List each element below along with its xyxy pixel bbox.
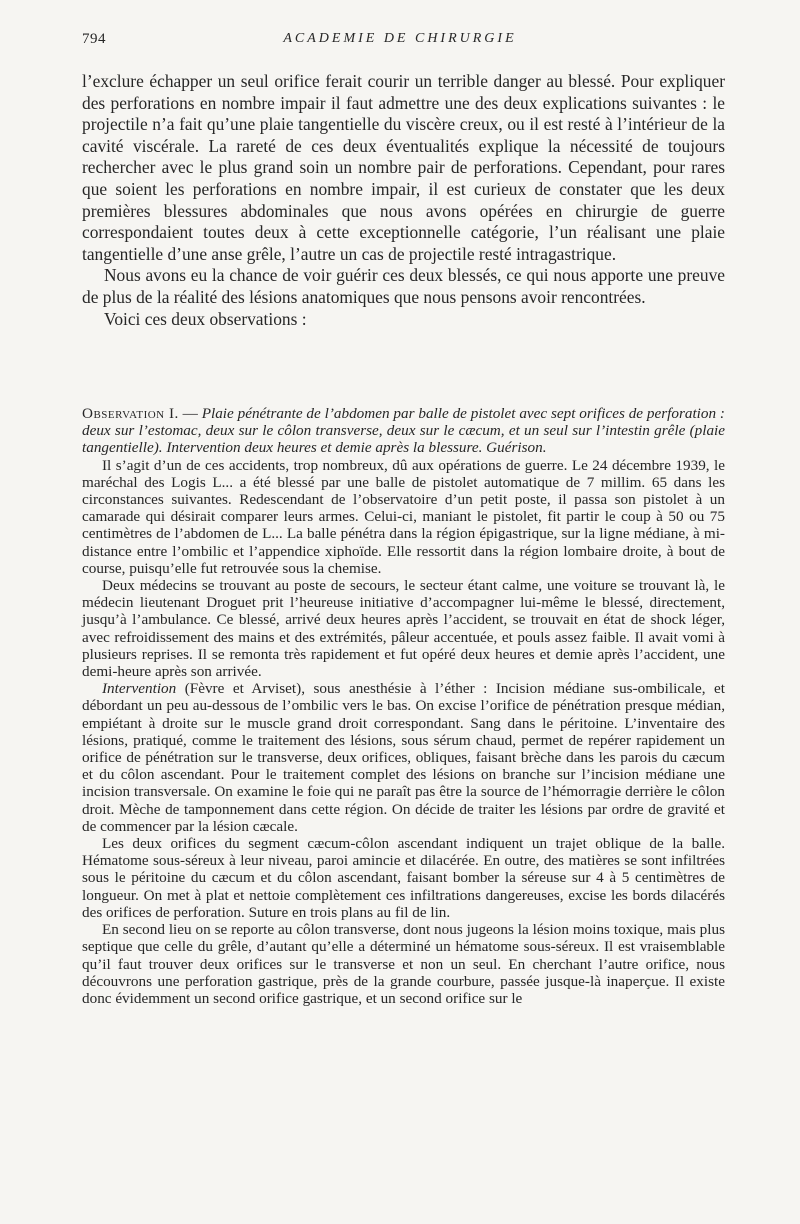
intro-section bbox=[82, 71, 725, 330]
observation-paragraph-3 bbox=[82, 680, 725, 835]
intervention-label: Intervention bbox=[102, 680, 177, 698]
observation-paragraph-2: Deux médecins se trouvant au poste de secours, le secteur étant calme, une voiture se trouvant là, le médecin lieutenant Droguet prit l’heureuse initiative d’accompagner lui-même le blessé, directement, jusqu’à l’ambulance. Ce blessé, arrivé deux heures après l’accident, se trouvait en état de shock léger, avec refroidissement des mains et des extrémités, pâleur accentuée, et pouls assez faible. Il avait vomi à plusieurs reprises. Il se remonta très rapidement et fut opéré deux heures et demie après l’accident, une demi-heure après son arrivée. bbox=[82, 577, 725, 681]
running-header bbox=[82, 31, 718, 51]
observation-label: Observation I. bbox=[82, 405, 179, 422]
journal-title: ACADEMIE DE CHIRURGIE bbox=[283, 31, 517, 46]
observation-heading bbox=[82, 405, 725, 457]
observation-section bbox=[82, 405, 725, 1007]
observation-title: Plaie pénétrante de l’abdomen par balle de pistolet avec sept orifices de perforation : deux sur l’estomac, deux sur le côlon transverse, deux sur le cæcum, et un seul sur l’intestin grêle (plaie tangentielle). Intervention deux heures et demie après la blessure. Guérison. bbox=[82, 405, 725, 457]
intervention-text: (Fèvre et Arviset), sous anesthésie à l’éther : Incision médiane sus-ombilicale, et débordant un peu au-dessous de l’ombilic vers le bas. On excise l’orifice de pénétration presque médian, empiétant à droite sur le muscle grand droit correspondant. Sang dans le péritoine. L’inventaire des lésions, pratiqué, comme le traitement des lésions, sous sérum chaud, permet de repérer rapidement un orifice de pénétration sur le transverse, deux orifices, obliques, faisant brèche dans les parois du cæcum et du côlon ascendant. Pour le traitement complet des lésions on branche sur l’incision médiane une incision transversale. On examine le foie qui ne paraît pas être la source de l’hémorragie derrière le côlon droit. Mèche de tamponnement dans cette région. On décide de traiter les lésions par ordre de gravité et de commencer par la lésion cæcale. bbox=[82, 680, 725, 835]
page-number: 794 bbox=[82, 31, 106, 47]
intro-paragraph-1: l’exclure échapper un seul orifice ferait courir un terrible danger au blessé. Pour expliquer des perforations en nombre impair il faut admettre une des deux explications suivantes : le projectile n’a fait qu’une plaie tangentielle du viscère creux, ou il est resté à l’intérieur de la cavité viscérale. La rareté de ces deux éventualités explique la nécessité de toujours rechercher avec le plus grand soin un nombre pair de perforations. Cependant, pour rares que soient les perforations en nombre impair, il est curieux de constater que les deux premières blessures abdominales que nous avons opérées en chirurgie de guerre correspondaient toutes deux à cette exceptionnelle catégorie, l’un réalisant une plaie tangentielle d’une anse grêle, l’autre un cas de projectile resté intragastrique. bbox=[82, 71, 725, 264]
observation-dash: — bbox=[178, 405, 202, 422]
observation-paragraph-5: En second lieu on se reporte au côlon transverse, dont nous jugeons la lésion moins toxique, mais plus septique que celle du grêle, d’autant qu’elle a déterminé un hématome sous-séreux. Il est vraisemblable qu’il faut trouver deux orifices sur le transverse et non un seul. En cherchant l’autre orifice, nous découvrons une perforation gastrique, près de la grande courbure, passée jusque-là inaperçue. Il existe donc évidemment un second orifice gastrique, et un second orifice sur le bbox=[82, 921, 725, 1007]
observation-paragraph-4: Les deux orifices du segment cæcum-côlon ascendant indiquent un trajet oblique de la balle. Hématome sous-séreux à leur niveau, paroi amincie et dilacérée. En outre, des matières se sont infiltrées sous le péritoine du cæcum et du côlon ascendant, faisant bomber la séreuse sur 4 à 5 centimètres de longueur. On met à plat et nettoie complètement ces infiltrations dangereuses, excise les bords dilacérés des orifices de perforation. Suture en trois plans au fil de lin. bbox=[82, 835, 725, 921]
intro-paragraph-2: Nous avons eu la chance de voir guérir ces deux blessés, ce qui nous apporte une preuve de plus de la réalité des lésions anatomiques que nous pensons avoir rencontrées. bbox=[82, 265, 725, 307]
observation-paragraph-1: Il s’agit d’un de ces accidents, trop nombreux, dû aux opérations de guerre. Le 24 décembre 1939, le maréchal des Logis L... a été blessé par une balle de pistolet automatique de 7 millim. 65 dans les circonstances suivantes. Redescendant de l’observatoire d’un petit poste, il passa son pistolet à un camarade qui désirait comparer leurs armes. Celui-ci, maniant le pistolet, fit partir le coup à 50 ou 75 centimètres de l’abdomen de L... La balle pénétra dans la région épigastrique, sur la ligne médiane, à mi-distance entre l’ombilic et l’appendice xiphoïde. Elle ressortit dans la région lombaire droite, à bout de course, puisqu’elle fut retrouvée sous la chemise. bbox=[82, 456, 725, 577]
intro-paragraph-3: Voici ces deux observations : bbox=[104, 308, 307, 329]
